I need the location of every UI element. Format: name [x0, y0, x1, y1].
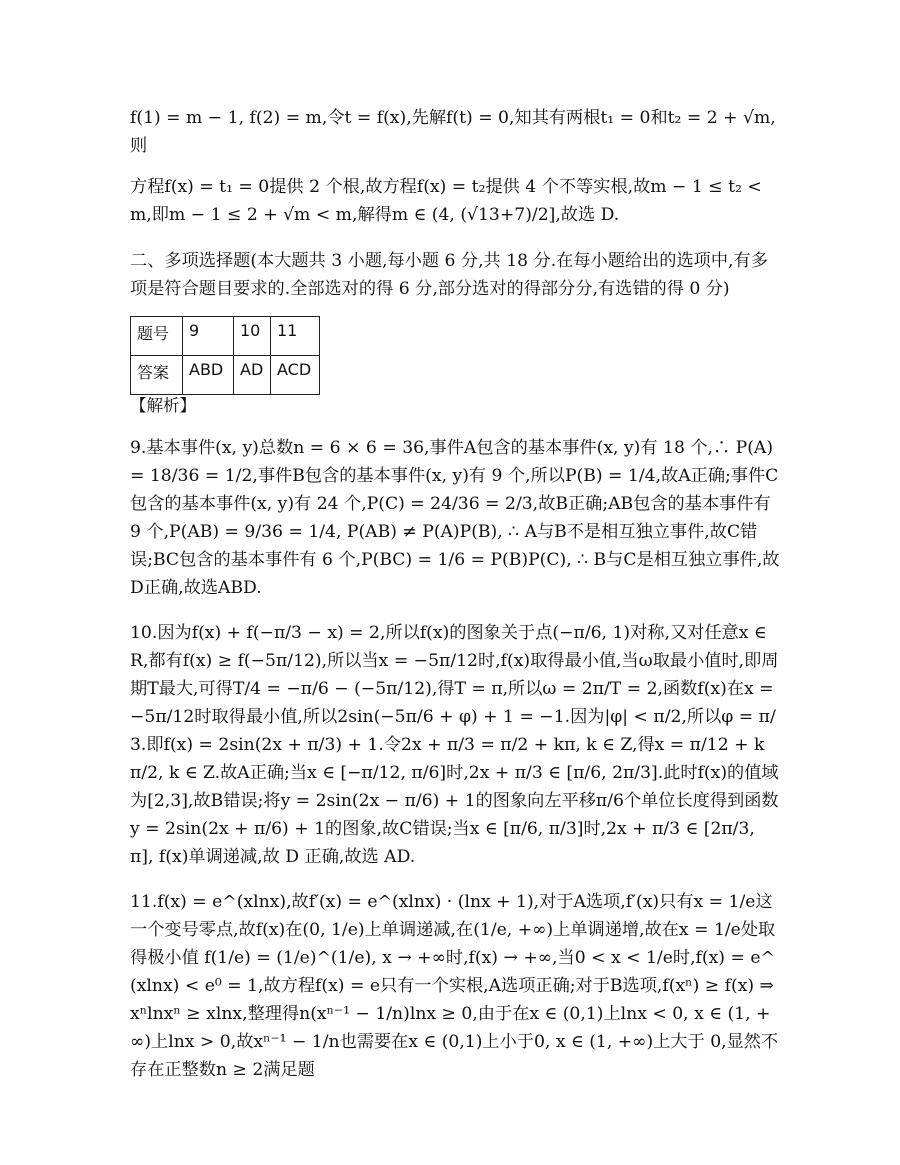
- solution-10: 10.因为f(x) + f(−π/3 − x) = 2,所以f(x)的图象关于点(−π/6, 1)对称,又对任意x ∈ R,都有f(x) ≥ f(−5π/12),所以当x = −5π/12时,f(x)取得最小值,当ω取最小值时,即周期T最大,可得T/4 = −π/6 − (−5π/12),得T = π,所以ω = 2π/T = 2,函数f(x)在x = −5π/12时取得最小值,所以2sin(−5π/6 + φ) + 1 = −1.因为|φ| < π/2,所以φ = π/3.即f(x) = 2sin(2x + π/3) + 1.令2x + π/3 = π/2 + kπ, k ∈ Z,得x = π/12 + kπ/2, k ∈ Z.故A正确;当x ∈ [−π/12, π/6]时,2x + π/3 ∈ [π/6, 2π/3].此时f(x)的值域为[2,3],故B错误;将y = 2sin(2x − π/6) + 1的图象向左平移π/6个单位长度得到函数y = 2sin(2x + π/6) + 1的图象,故C错误;当x ∈ [π/6, π/3]时,2x + π/3 ∈ [2π/3, π], f(x)单调递减,故 D 正确,故选 AD.: [130, 623, 779, 867]
- table-cell: 10: [234, 317, 271, 356]
- paragraph-solution-8-part2: 方程f(x) = t₁ = 0提供 2 个根,故方程f(x) = t₂提供 4 个不等实根,故m − 1 ≤ t₂ < m,即m − 1 ≤ 2 + √m < m,解得m ∈ (4, (√13+7)/2],故选 D.: [130, 177, 762, 225]
- answer-table: [130, 316, 320, 395]
- table-cell: 11: [271, 317, 320, 356]
- solution-9: 9.基本事件(x, y)总数n = 6 × 6 = 36,事件A包含的基本事件(x, y)有 18 个,∴ P(A) = 18/36 = 1/2,事件B包含的基本事件(x, y)有 9 个,所以P(B) = 1/4,故A正确;事件C包含的基本事件(x, y)有 24 个,P(C) = 24/36 = 2/3,故B正确;AB包含的基本事件有 9 个,P(AB) = 9/36 = 1/4, P(AB) ≠ P(A)P(B), ∴ A与B不是相互独立事件,故C错误;BC包含的基本事件有 6 个,P(BC) = 1/6 = P(B)P(C), ∴ B与C是相互独立事件,故D正确,故选ABD.: [130, 438, 780, 598]
- table-cell: 9: [183, 317, 234, 356]
- solution-11: 11.f(x) = e^(xlnx),故f′(x) = e^(xlnx) · (lnx + 1),对于A选项,f′(x)只有x = 1/e这一个变号零点,故f(x)在(0, 1/e)上单调递减,在(1/e, +∞)上单调递增,故在x = 1/e处取得极小值 f(1/e) = (1/e)^(1/e), x → +∞时,f(x) → +∞,当0 < x < 1/e时,f(x) = e^(xlnx) < e⁰ = 1,故方程f(x) = e只有一个实根,A选项正确;对于B选项,f(xⁿ) ≥ f(x) ⇒ xⁿlnxⁿ ≥ xlnx,整理得n(xⁿ⁻¹ − 1/n)lnx ≥ 0,由于在x ∈ (0,1)上lnx < 0, x ∈ (1, +∞)上lnx > 0,故xⁿ⁻¹ − 1/n也需要在x ∈ (0,1)上小于0, x ∈ (1, +∞)上大于 0,显然不存在正整数n ≥ 2满足题: [130, 892, 779, 1080]
- paragraph-solution-8-part1: f(1) = m − 1, f(2) = m,令t = f(x),先解f(t) = 0,知其有两根t₁ = 0和t₂ = 2 + √m,则: [130, 108, 776, 156]
- table-row: [131, 317, 320, 356]
- table-cell: 答案: [131, 356, 183, 395]
- table-cell: 题号: [131, 317, 183, 356]
- table-cell: ABD: [183, 356, 234, 395]
- section-heading-multiple-choice: 二、多项选择题(本大题共 3 小题,每小题 6 分,共 18 分.在每小题给出的选项中,有多项是符合题目要求的.全部选对的得 6 分,部分选对的得部分分,有选错的得 0 分): [130, 251, 768, 299]
- table-row: [131, 356, 320, 395]
- jiexi-label: 【解析】: [130, 396, 196, 415]
- document-page: [130, 104, 780, 1084]
- table-cell: AD: [234, 356, 271, 395]
- table-cell: ACD: [271, 356, 320, 395]
